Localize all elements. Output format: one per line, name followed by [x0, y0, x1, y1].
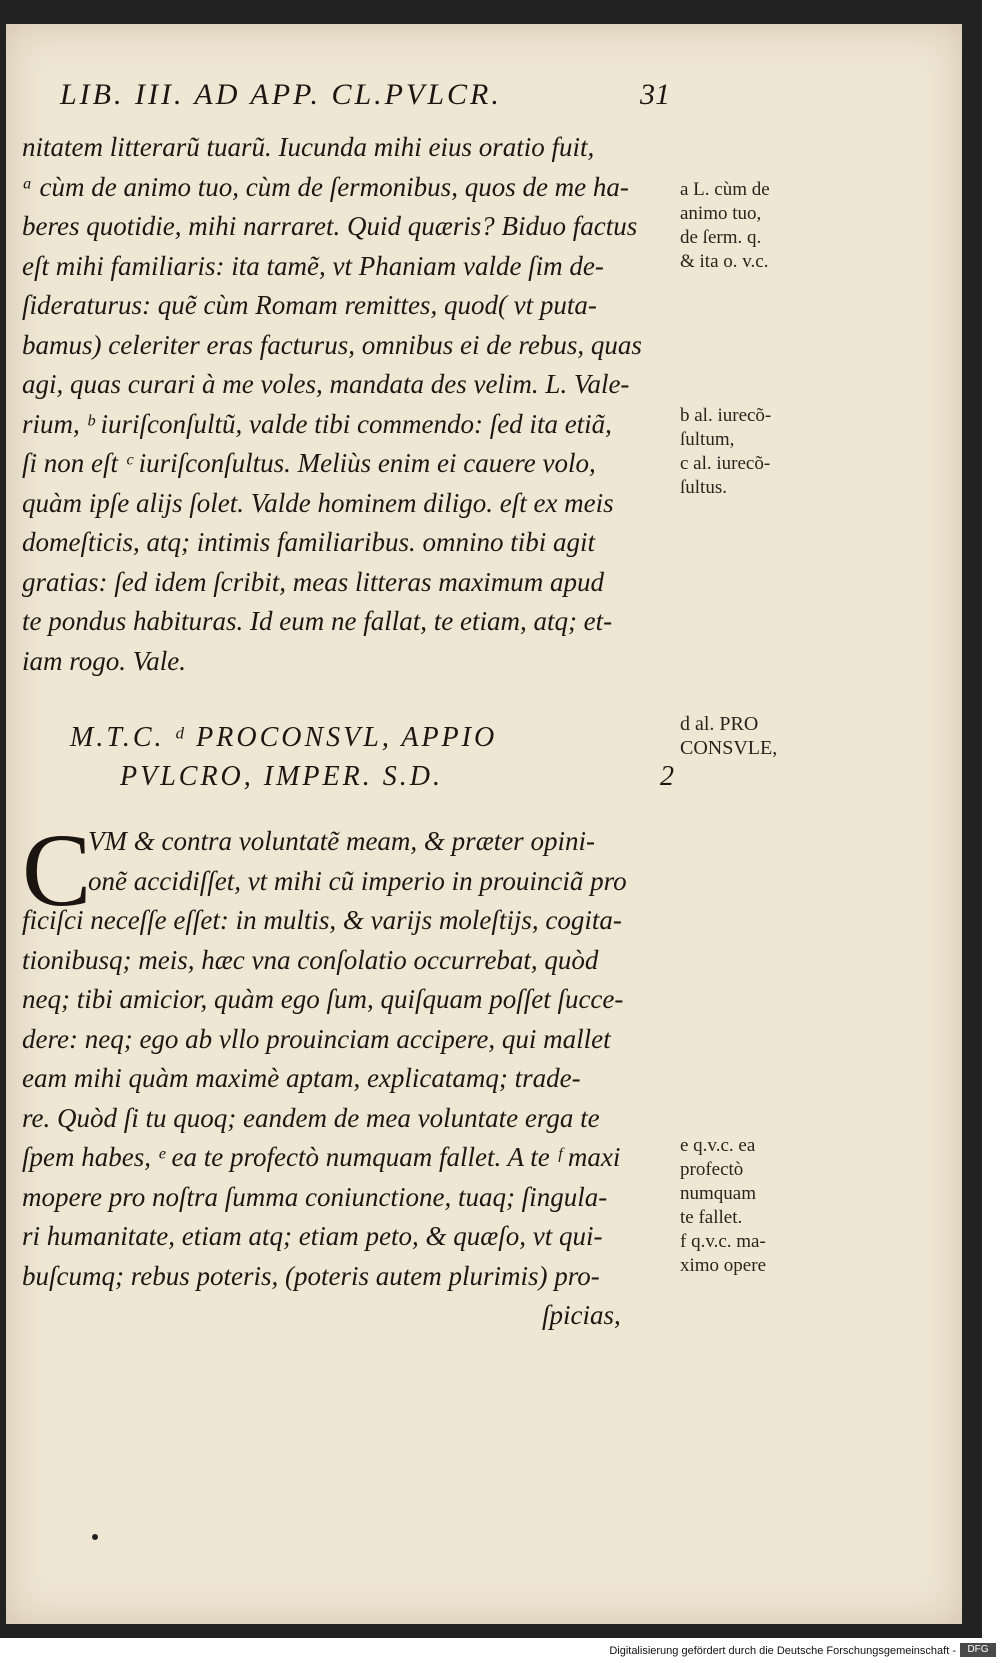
- text-line: mopere pro noſtra ſumma coniunctione, tuaq; ſingula-: [22, 1181, 608, 1212]
- letter-1-text: [22, 128, 672, 681]
- heading-line-2: PVLCRO, IMPER. S.D.: [120, 761, 443, 792]
- note-line: profectò: [680, 1159, 744, 1180]
- note-line: c al. iurecõ-: [680, 453, 771, 474]
- note-line: te fallet.: [680, 1207, 743, 1228]
- text-line: eſt mihi familiaris: ita tamẽ, vt Phaniam valde ſim de-: [22, 250, 604, 281]
- text-line: beres quotidie, mihi narraret. Quid quæris? Biduo factus: [22, 211, 638, 241]
- ink-speck: [92, 1534, 98, 1540]
- text-line: eam mihi quàm maximè aptam, explicatamq; trade-: [22, 1063, 581, 1093]
- funding-credit: Digitalisierung gefördert durch die Deutsche Forschungsgemeinschaft -: [609, 1645, 956, 1657]
- note-line: a L. cùm de: [680, 179, 770, 200]
- text-line: domeſticis, atq; intimis familiaribus. omnino tibi agit: [22, 527, 596, 557]
- text-line: ri humanitate, etiam atq; etiam peto, & quæſo, vt qui-: [22, 1221, 603, 1251]
- letter-2-heading: [70, 718, 680, 796]
- note-line: d al. PRO: [680, 713, 759, 735]
- text-line: ᵃ cùm de animo tuo, cùm de ſermonibus, quos de me ha-: [22, 171, 629, 202]
- text-line: ſi non eſt ᶜ iuriſconſultus. Meliùs enim ei cauere volo,: [22, 448, 596, 478]
- note-line: f q.v.c. ma-: [680, 1231, 766, 1252]
- note-line: b al. iurecõ-: [680, 405, 772, 426]
- note-line: ximo opere: [680, 1255, 767, 1276]
- text-line: iam rogo. Vale.: [22, 645, 186, 676]
- text-line: re. Quòd ſi tu quoq; eandem de mea voluntate erga te: [22, 1102, 600, 1133]
- marginal-note-a: [680, 178, 840, 274]
- running-title: LIB. III. AD APP. CL.PVLCR.: [60, 78, 502, 111]
- text-line: ſpem habes, ᵉ ea te profectò numquam fallet. A te ᶠ maxi: [22, 1142, 621, 1172]
- dfg-logo: DFG: [960, 1643, 996, 1657]
- heading-line-1: M.T.C. ᵈ PROCONSVL, APPIO: [70, 722, 498, 753]
- text-line: ficiſci neceſſe eſſet: in multis, & varijs moleſtijs, cogita-: [22, 905, 622, 935]
- text-line: VM & contra voluntatẽ meam, & præter opini-: [88, 826, 595, 856]
- page-number: 31: [640, 78, 670, 111]
- text-line: te pondus habituras. Id eum ne fallat, te etiam, atq; et-: [22, 606, 613, 636]
- note-line: & ita o. v.c.: [680, 251, 769, 272]
- text-line: bamus) celeriter eras facturus, omnibus ei de rebus, quas: [22, 329, 642, 360]
- letter-number: 2: [660, 761, 674, 792]
- text-line: rium, ᵇ iuriſconſultũ, valde tibi commendo: ſed ita etiã,: [22, 408, 612, 439]
- marginal-note-ef: [680, 1134, 840, 1278]
- letter-2-text: [22, 813, 672, 1336]
- text-line: dere: neq; ego ab vllo prouinciam accipere, qui mallet: [22, 1023, 611, 1054]
- drop-cap: C: [22, 813, 92, 928]
- text-line: quàm ipſe alijs ſolet. Valde hominem diligo. eſt ex meis: [22, 487, 614, 518]
- note-line: e q.v.c. ea: [680, 1135, 756, 1156]
- note-line: animo tuo,: [680, 203, 762, 224]
- note-line: numquam: [680, 1183, 756, 1204]
- note-line: ſultus.: [680, 477, 727, 498]
- running-header: [60, 78, 670, 112]
- marginal-note-bc: [680, 404, 840, 500]
- text-line: ſideraturus: quẽ cùm Romam remittes, quod( vt puta-: [22, 290, 597, 320]
- text-line: agi, quas curari à me voles, mandata des velim. L. Vale-: [22, 369, 630, 399]
- text-line: onẽ accidiſſet, vt mihi cũ imperio in prouinciã pro: [88, 865, 627, 896]
- text-line: ſpicias,: [542, 1300, 621, 1330]
- text-line: buſcumq; rebus poteris, (poteris autem plurimis) pro-: [22, 1260, 600, 1291]
- text-line: gratias: ſed idem ſcribit, meas litteras maximum apud: [22, 566, 604, 597]
- note-line: ſultum,: [680, 429, 735, 450]
- text-line: nitatem litterarũ tuarũ. Iucunda mihi eius oratio fuit,: [22, 132, 595, 162]
- text-line: tionibusq; meis, hæc vna conſolatio occurrebat, quòd: [22, 944, 599, 975]
- marginal-note-d: [680, 712, 840, 760]
- note-line: CONSVLE,: [680, 737, 778, 759]
- text-line: neq; tibi amicior, quàm ego ſum, quiſquam poſſet ſucce-: [22, 984, 624, 1014]
- note-line: de ſerm. q.: [680, 227, 762, 248]
